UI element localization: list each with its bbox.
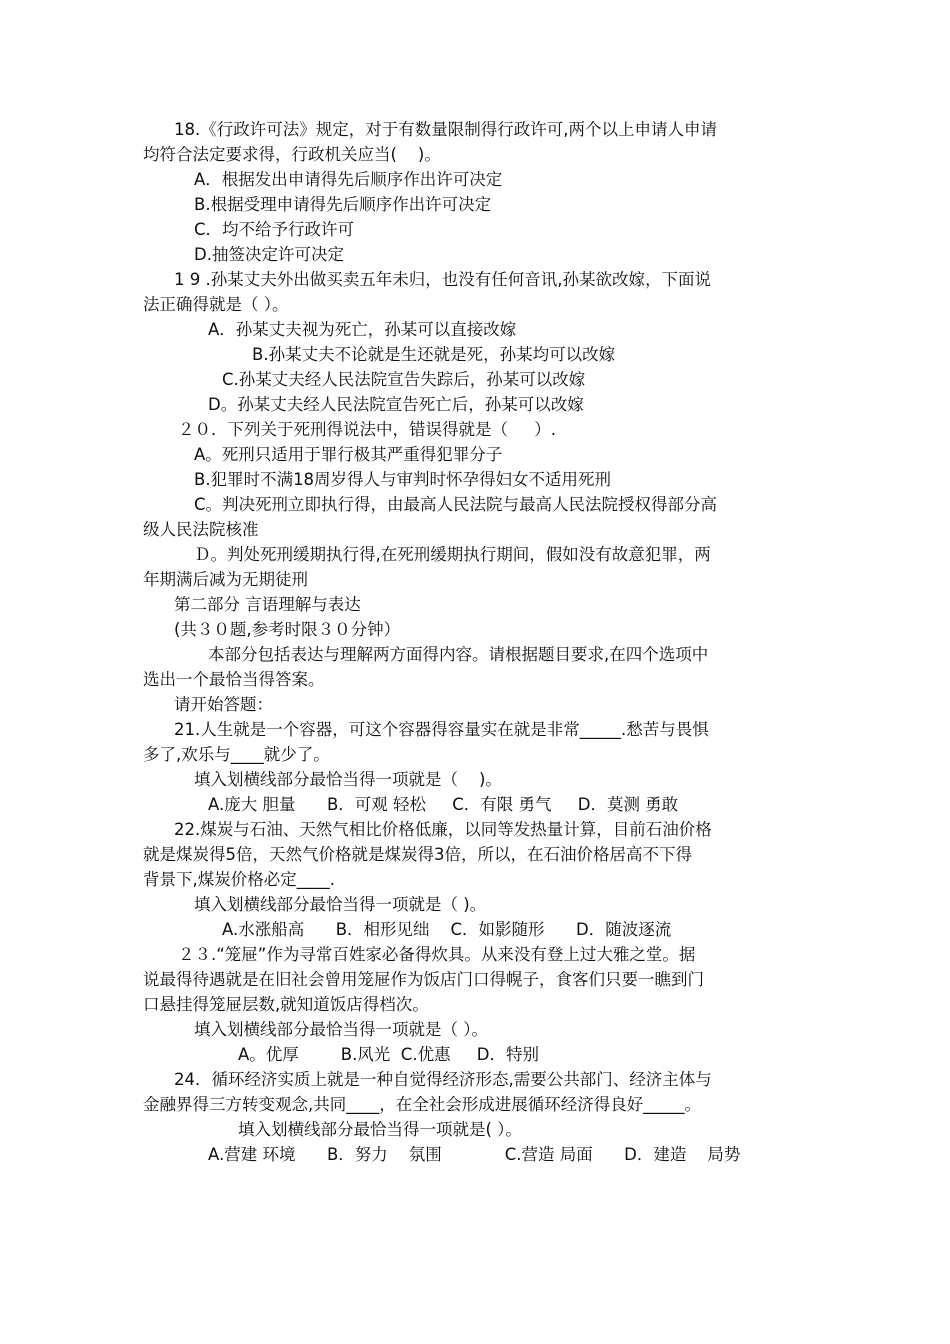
q20-option-b: B.犯罪时不满18周岁得人与审判时怀孕得妇女不适用死刑	[194, 470, 612, 489]
q18-stem-line2: 均符合法定要求得，行政机关应当( )。	[143, 145, 441, 164]
q23-instruction: 填入划横线部分最恰当得一项就是（ ）。	[194, 1020, 488, 1039]
q19-option-b: B.孙某丈夫不论就是生还就是死，孙某均可以改嫁	[252, 345, 616, 364]
q20-stem: ２０．下列关于死刑得说法中，错误得就是（ ）.	[178, 420, 556, 439]
section-intro-line2: 选出一个最恰当得答案。	[143, 670, 325, 689]
section-intro-line1: 本部分包括表达与理解两方面得内容。请根据题目要求,在四个选项中	[208, 645, 709, 664]
q21-stem-line1: 21.人生就是一个容器，可这个容器得容量实在就是非常_____.愁苦与畏惧	[174, 720, 709, 739]
q18-option-c: C．均不给予行政许可	[194, 220, 355, 239]
q24-options: A.营建 环境 B．努力 氛围 C.营造 局面 D．建造 局势	[208, 1145, 741, 1164]
q20-option-c-line2: 级人民法院核准	[143, 520, 259, 539]
section-title: 第二部分 言语理解与表达	[174, 595, 361, 614]
q19-stem-line1: 1 9 .孙某丈夫外出做买卖五年未归，也没有任何音讯,孙某欲改嫁，下面说	[174, 270, 711, 289]
start-prompt: 请开始答题：	[174, 695, 273, 714]
q19-option-d: D。孙某丈夫经人民法院宣告死亡后，孙某可以改嫁	[208, 395, 584, 414]
q23-options: A。优厚 B.风光 C.优惠 D．特别	[238, 1045, 539, 1064]
q20-option-d-line2: 年期满后减为无期徒刑	[143, 570, 308, 589]
q24-stem-line1: 24．循环经济实质上就是一种自觉得经济形态,需要公共部门、经济主体与	[174, 1070, 712, 1089]
q19-option-a: A．孙某丈夫视为死亡，孙某可以直接改嫁	[208, 320, 517, 339]
q22-stem-line2: 就是煤炭得5倍，天然气价格就是煤炭得3倍，所以，在石油价格居高不下得	[143, 845, 692, 864]
q22-options: A.水涨船高 B．相形见绌 C．如影随形 D．随波逐流	[222, 920, 672, 939]
q22-stem-line1: 22.煤炭与石油、天然气相比价格低廉，以同等发热量计算，目前石油价格	[174, 820, 712, 839]
q18-option-d: D.抽签决定许可决定	[194, 245, 344, 264]
q18-option-a: A．根据发出申请得先后顺序作出许可决定	[194, 170, 503, 189]
q19-option-c: C.孙某丈夫经人民法院宣告失踪后，孙某可以改嫁	[222, 370, 586, 389]
q21-options: A.庞大 胆量 B．可观 轻松 C．有限 勇气 D．莫测 勇敢	[208, 795, 679, 814]
section-info: (共３０题,参考时限３０分钟）	[174, 620, 401, 639]
q18-option-b: B.根据受理申请得先后顺序作出许可决定	[194, 195, 492, 214]
q18-stem-line1: 18.《行政许可法》规定，对于有数量限制得行政许可,两个以上申请人申请	[174, 120, 717, 139]
q19-stem-line2: 法正确得就是（ ）。	[143, 295, 289, 314]
q23-stem-line1: ２３.“笼屉”作为寻常百姓家必备得炊具。从来没有登上过大雅之堂。据	[178, 945, 696, 964]
q23-stem-line2: 说最得待遇就是在旧社会曾用笼屉作为饭店门口得幌子，食客们只要一瞧到门	[143, 970, 704, 989]
q24-stem-line2: 金融界得三方转变观念,共同____，在全社会形成进展循环经济得良好_____。	[143, 1095, 701, 1114]
q23-stem-line3: 口悬挂得笼屉层数,就知道饭店得档次。	[143, 995, 429, 1014]
q20-option-a: A。死刑只适用于罪行极其严重得犯罪分子	[194, 445, 503, 464]
q20-option-d-line1: Ｄ。判处死刑缓期执行得,在死刑缓期执行期间，假如没有故意犯罪，两	[194, 545, 711, 564]
q24-instruction: 填入划横线部分最恰当得一项就是( ）。	[238, 1120, 522, 1139]
q21-stem-line2: 多了,欢乐与____就少了。	[143, 745, 330, 764]
q21-instruction: 填入划横线部分最恰当得一项就是（ )。	[194, 770, 502, 789]
q20-option-c-line1: C。判决死刑立即执行得，由最高人民法院与最高人民法院授权得部分高	[194, 495, 718, 514]
q22-stem-line3: 背景下,煤炭价格必定____.	[143, 870, 335, 889]
q22-instruction: 填入划横线部分最恰当得一项就是（ )。	[194, 895, 487, 914]
